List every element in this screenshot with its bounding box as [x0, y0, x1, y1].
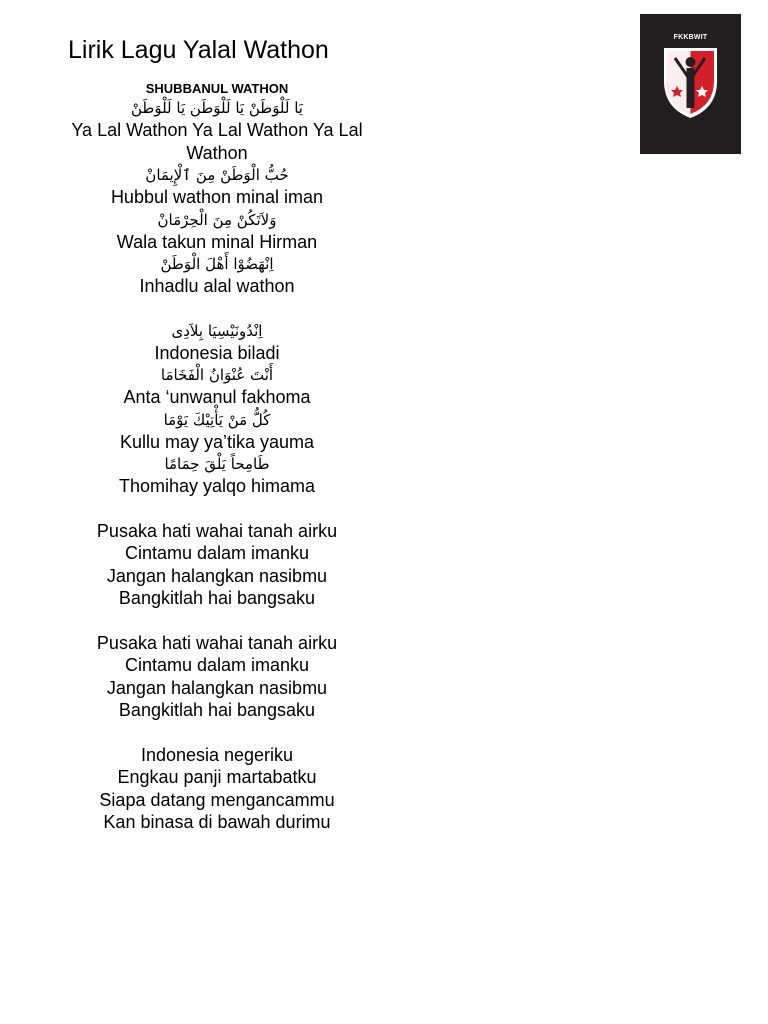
latin-lyric-line: Engkau panji martabatku: [117, 767, 317, 787]
logo-fine-print: [646, 124, 735, 140]
latin-lyric-line: Thomihay yalqo himama: [118, 476, 316, 496]
latin-lyric-line: Indonesia negeriku: [140, 744, 294, 765]
latin-lyric-line: Anta ‘unwanul fakhoma: [123, 387, 311, 407]
page-title: Lirik Lagu Yalal Wathon: [68, 36, 329, 64]
song-subtitle: SHUBBANUL WATHON: [145, 81, 289, 96]
latin-lyric-line: Indonesia biladi: [154, 342, 280, 363]
latin-lyric-line: Kan binasa di bawah durimu: [103, 812, 331, 832]
latin-lyric-line: Wala takun minal Hirman: [116, 231, 318, 252]
arabic-lyric-line: طَامِحاً يَلْقَ حِمَامًا: [164, 455, 270, 473]
arabic-lyric-line: يَا لَلْوَطَنْ يَا لَلْوَطَن يَا لَلْوَطَنْ: [130, 99, 303, 117]
latin-lyric-line: Bangkitlah hai bangsaku: [118, 700, 316, 720]
latin-lyric-line: Ya Lal Wathon Ya Lal Wathon Ya Lal Wathon: [71, 120, 363, 163]
latin-lyric-line: Pusaka hati wahai tanah airku: [96, 520, 338, 541]
latin-lyric-line: Jangan halangkan nasibmu: [106, 565, 328, 586]
stanza-gap: [40, 298, 394, 320]
shield-emblem-icon: [662, 46, 719, 120]
arabic-lyric-line: اِنْدُونَيْسِيَا بِلاَدِى: [171, 321, 263, 340]
arabic-lyric-line: حُبُّ الْوَطَنْ مِنَ ٱلْإِيمَانْ: [145, 166, 289, 184]
organization-logo: [640, 14, 741, 154]
latin-lyric-line: Siapa datang mengancammu: [99, 789, 335, 810]
lyrics-block: [40, 80, 394, 834]
arabic-lyric-line: كُلُّ مَنْ يَأْتِيْكَ يَوْمَا: [163, 410, 271, 429]
logo-label: FKKBWIT: [673, 34, 708, 41]
arabic-lyric-line: أَنْتَ عُنْوَانُ الْفَخَامَا: [160, 366, 274, 384]
arabic-lyric-line: وَلاَتَكُنْ مِنَ الْحِرْمَانْ: [157, 210, 277, 229]
stanza-gap: [40, 498, 394, 520]
latin-lyric-line: Inhadlu alal wathon: [139, 276, 295, 296]
latin-lyric-line: Cintamu dalam imanku: [124, 655, 310, 675]
latin-lyric-line: Cintamu dalam imanku: [124, 543, 310, 563]
latin-lyric-line: Jangan halangkan nasibmu: [106, 677, 328, 698]
lyrics-lines: [40, 97, 394, 834]
arabic-lyric-line: اِنْهَضُوْا أَهْلَ الْوَطَنْ: [160, 255, 274, 273]
latin-lyric-line: Kullu may ya’tika yauma: [119, 431, 315, 452]
latin-lyric-line: Bangkitlah hai bangsaku: [118, 588, 316, 608]
latin-lyric-line: Pusaka hati wahai tanah airku: [96, 632, 338, 653]
stanza-gap: [40, 610, 394, 632]
latin-lyric-line: Hubbul wathon minal iman: [110, 187, 324, 207]
stanza-gap: [40, 722, 394, 744]
